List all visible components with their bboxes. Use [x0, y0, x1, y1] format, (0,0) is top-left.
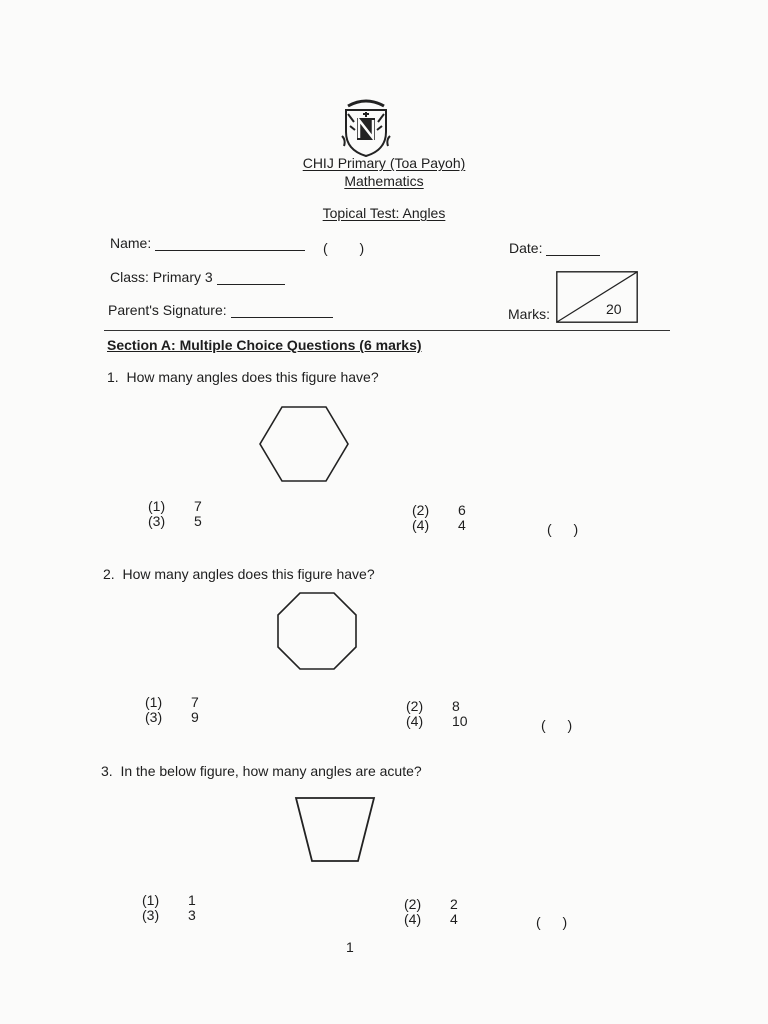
school-name: CHIJ Primary (Toa Payoh)	[302, 155, 466, 171]
q2-option-2[interactable]: (2) 8	[406, 698, 460, 714]
q3-options-left	[142, 893, 196, 923]
page-number: 1	[346, 939, 354, 955]
q1-options-right	[412, 503, 466, 533]
q2-options-right	[406, 699, 468, 729]
date-blank[interactable]	[546, 255, 600, 256]
q2-option-4[interactable]: (4) 10	[406, 713, 468, 729]
name-label: Name:	[110, 235, 152, 251]
q1-option-3[interactable]: (3) 5	[148, 513, 202, 529]
q3-option-2[interactable]: (2) 2	[404, 896, 458, 912]
q3-options-right	[404, 897, 458, 927]
question-1-number: 1.	[107, 369, 119, 385]
q1-options-left	[148, 499, 202, 529]
hexagon-figure	[256, 404, 352, 489]
header-divider	[104, 330, 670, 331]
q3-option-3[interactable]: (3) 3	[142, 907, 196, 923]
test-title: Topical Test: Angles	[322, 205, 446, 221]
octagon-figure	[274, 590, 360, 677]
q3-option-1[interactable]: (1) 1	[142, 892, 196, 908]
class-label: Class: Primary 3	[110, 269, 213, 285]
q3-option-4[interactable]: (4) 4	[404, 911, 458, 927]
question-3	[101, 763, 422, 779]
question-1	[107, 369, 379, 385]
q1-option-1[interactable]: (1) 7	[148, 498, 202, 514]
name-field	[110, 235, 305, 251]
question-2-text: How many angles does this figure have?	[122, 566, 375, 582]
q3-answer-bracket[interactable]: ( )	[536, 914, 568, 930]
marks-label: Marks:	[508, 306, 550, 322]
marks-total: 20	[606, 301, 622, 317]
q1-answer-bracket[interactable]: ( )	[547, 521, 579, 537]
question-3-text: In the below figure, how many angles are acute?	[120, 763, 422, 779]
school-crest-logo	[338, 96, 394, 160]
question-2-number: 2.	[103, 566, 115, 582]
signature-label: Parent's Signature:	[108, 302, 227, 318]
q2-options-left	[145, 695, 199, 725]
date-label: Date:	[509, 240, 543, 256]
trapezium-figure	[292, 794, 380, 871]
name-blank[interactable]	[155, 250, 305, 251]
question-1-text: How many angles does this figure have?	[126, 369, 379, 385]
class-blank[interactable]	[217, 284, 285, 285]
question-3-number: 3.	[101, 763, 113, 779]
date-field	[509, 240, 600, 256]
section-a-title: Section A: Multiple Choice Questions (6 marks)	[107, 337, 422, 353]
signature-field	[108, 302, 333, 318]
q2-option-3[interactable]: (3) 9	[145, 709, 199, 725]
q1-option-4[interactable]: (4) 4	[412, 517, 466, 533]
index-number-bracket[interactable]: ( )	[323, 240, 365, 256]
class-field	[110, 269, 285, 285]
signature-blank[interactable]	[231, 317, 333, 318]
marks-box[interactable]	[556, 271, 638, 323]
q2-option-1[interactable]: (1) 7	[145, 694, 199, 710]
q1-option-2[interactable]: (2) 6	[412, 502, 466, 518]
question-2	[103, 566, 375, 582]
q2-answer-bracket[interactable]: ( )	[541, 717, 573, 733]
subject-title: Mathematics	[344, 173, 424, 189]
